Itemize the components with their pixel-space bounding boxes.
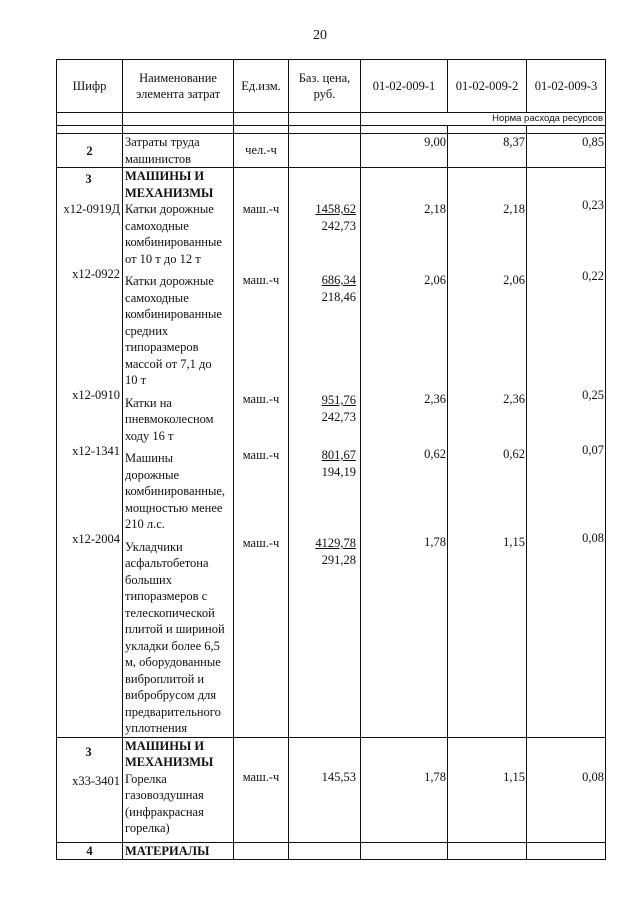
row-value-a: 1,78 [424,535,446,549]
row-value-c: 0,08 [527,737,606,842]
section-values-b [448,168,527,738]
row-price-wage: 218,46 [321,289,356,304]
table-section-machines-2 [57,737,606,842]
row-name: Катки на пневмоколесном ходу 16 т [125,395,214,443]
norm-empty-code [57,113,123,126]
section-names [123,168,234,738]
row-code: х12-1341 [72,443,120,458]
row-name: МАТЕРИАЛЫ [123,842,234,860]
row-price-wage: 242,73 [321,218,356,233]
table-row-materials [57,842,606,860]
row-unit: маш.-ч [242,447,280,462]
norm-empty-name [123,113,234,126]
section-values-a [361,168,448,738]
section-heading: МАШИНЫ И МЕХАНИЗМЫ [125,169,214,200]
row-price: 145,53 [289,737,361,842]
header-name: Наименование элемента затрат [123,60,234,113]
header-col-b: 01-02-009-2 [448,60,527,113]
row-code: х33-3401 [72,773,120,788]
row-code: х12-0922 [72,266,120,281]
row-price-wage: 242,73 [321,409,356,424]
row-price-total: 686,34 [321,273,356,287]
table-row [57,134,606,168]
row-price-total: 951,76 [321,393,356,407]
row-value-c: 0,85 [527,134,606,168]
row-price-total: 801,67 [321,448,356,462]
row-value-c: 0,07 [582,442,604,457]
row-value-b: 2,06 [503,272,525,287]
row-name: Катки дорожные самоходные комбинированные от 10 т до 12 т [125,202,222,266]
row-unit: маш.-ч [242,392,280,406]
table-section-machines [57,168,606,738]
row-value-a: 9,00 [361,134,448,168]
row-value-b: 2,36 [503,392,525,406]
row-value-b: 2,18 [503,202,525,216]
section-number: 3 [85,744,92,759]
section-codes [57,737,123,842]
row-value-a: 2,06 [424,272,446,287]
row-value-c: 0,22 [582,268,604,283]
row-code: х12-0919Д [63,202,120,216]
row-value-b: 8,37 [448,134,527,168]
row-code: 4 [57,842,123,860]
norm-label: Норма расхода ресурсов [361,113,606,126]
page-number: 20 [313,28,327,43]
header-price: Баз. цена, руб. [289,60,361,113]
row-unit: маш.-ч [242,536,280,550]
norm-empty-unit [234,113,289,126]
row-value-b: 1,15 [448,737,527,842]
spacer-row [57,126,606,134]
row-name: Катки дорожные самоходные комбинированные средних типоразмеров массой от 7,1 до 10 т [125,274,222,387]
section-number: 3 [85,172,92,186]
row-name: Машины дорожные комбинированные, мощностью менее 210 л.с. [125,451,226,531]
section-names [123,737,234,842]
row-value-a: 0,62 [424,446,446,461]
norm-empty-price [289,113,361,126]
header-col-a: 01-02-009-1 [361,60,448,113]
section-heading: МАШИНЫ И МЕХАНИЗМЫ [125,738,214,769]
row-name: Затраты труда машинистов [123,134,234,168]
row-unit: маш.-ч [242,272,280,287]
row-value-a: 2,18 [424,202,446,216]
table-header-row [57,60,606,113]
row-value-c: 0,23 [582,198,604,212]
section-units [234,168,289,738]
row-code: х12-0910 [72,388,120,402]
row-price [289,134,361,168]
row-value-c: 0,25 [582,388,604,402]
row-value-b: 1,15 [503,535,525,549]
row-value-b: 0,62 [503,446,525,461]
row-price-wage: 291,28 [321,552,356,567]
row-code: х12-2004 [72,532,120,546]
row-price-total: 4129,78 [315,536,356,550]
row-price-wage: 194,19 [321,464,356,479]
row-value-a: 2,36 [424,392,446,406]
section-prices [289,168,361,738]
row-unit: маш.-ч [242,202,280,216]
row-value-c: 0,08 [582,531,604,545]
row-name: Укладчики асфальтобетона больших типоразмеров с телескопической плитой и шириной укладки более 6,5 м, оборудованные виброплитой и вибробрусом для предварительного уплотнения [125,539,225,735]
row-unit: чел.-ч [234,134,289,168]
section-values-c [527,168,606,738]
header-code: Шифр [57,60,123,113]
row-name: Горелка газовоздушная (инфракрасная горелка) [125,771,204,835]
row-unit: маш.-ч [234,737,289,842]
row-value-a: 1,78 [361,737,448,842]
section-codes [57,168,123,738]
header-unit: Ед.изм. [234,60,289,113]
resource-norms-table [56,59,606,860]
norm-row [57,113,606,126]
row-code: 2 [57,134,123,168]
row-price-total: 1458,62 [315,202,356,216]
header-col-c: 01-02-009-3 [527,60,606,113]
